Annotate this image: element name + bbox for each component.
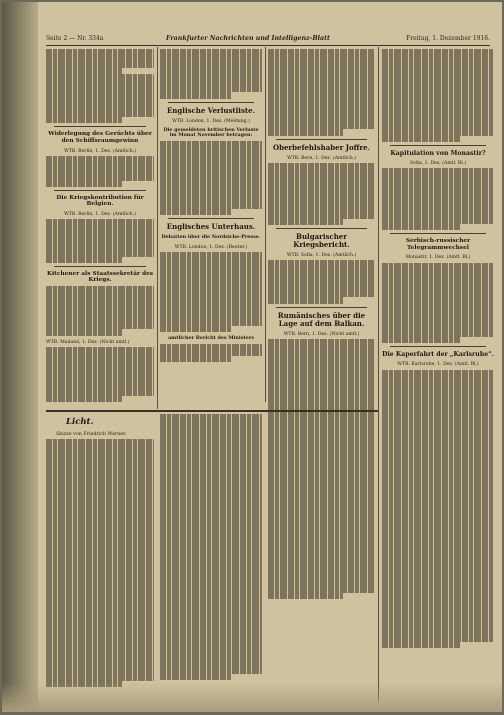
page-binding-shadow [2, 2, 38, 712]
article-separator [276, 307, 367, 308]
article-subheading: amtlicher Bericht des Ministers [168, 335, 254, 342]
column-3 [268, 49, 375, 704]
text-line [160, 326, 231, 332]
article-separator [276, 228, 367, 229]
column-2 [160, 49, 262, 407]
running-header [46, 31, 490, 46]
article-separator [390, 346, 486, 347]
article-separator [168, 102, 254, 103]
text-line [160, 209, 231, 215]
text-line [46, 181, 122, 187]
article-heading: Die Kriegskontribution für Belgien. [56, 194, 144, 208]
text-line [46, 257, 122, 263]
text-line [46, 329, 122, 335]
article-subheading: Debatten über die Nordsiche-Presse. [161, 234, 261, 241]
article-source: WTB. Mailand, 1. Dez. (Nicht amtl.) [46, 339, 130, 345]
text-line [46, 117, 122, 123]
article-separator [168, 218, 254, 219]
header-page-number: Seite 2 — Nr. 334a [46, 35, 104, 42]
text-line [160, 356, 231, 362]
article-heading: Englische Verlustliste. [166, 105, 256, 115]
column-4 [382, 49, 494, 704]
article-separator [390, 233, 486, 234]
text-line [160, 674, 231, 680]
newspaper-page [2, 2, 502, 712]
article-heading: Kapitulation von Monastir? [390, 149, 486, 157]
feuilleton-byline: Skizze von Friedrich Werner. [56, 431, 127, 437]
article-heading: Englisches Unterhaus. [166, 222, 256, 232]
article-heading: Kitchener als Staatssekretär des Kriegs. [46, 270, 154, 284]
article-heading: Oberbefehlshaber Joffre. [272, 142, 371, 152]
column-rule [157, 47, 158, 409]
article-source: WTB. Berlin, 1. Dez. (Amtlich.) [64, 148, 136, 154]
article-heading: Serbisch-russischer Telegrammwechsel [405, 238, 471, 251]
article-subheading: Die gemeldeten britischen Verluste im Monat November betragen: [163, 126, 259, 139]
article-source: WTB. Bern, 1. Dez. (Amtlich.) [287, 155, 356, 161]
paper-stain [2, 682, 502, 712]
text-line [268, 219, 343, 225]
column-rule [265, 47, 266, 402]
text-line [382, 136, 460, 142]
column-rule [378, 47, 379, 702]
text-line [160, 92, 231, 98]
article-separator [54, 266, 146, 267]
text-line [382, 337, 460, 343]
article-separator [390, 145, 486, 146]
article-separator [54, 190, 146, 191]
article-source: WTB. London, 1. Dez. (Reuter.) [174, 244, 248, 250]
article-source: WTB. Karlsruhe, 1. Dez. (Amtl. Bl.) [397, 362, 479, 368]
header-masthead: Frankfurter Nachrichten und Intelligenz-Blatt [166, 35, 330, 42]
text-line [268, 297, 343, 303]
text-line [268, 129, 343, 135]
article-heading: Widerlegung des Gerüchts über den Schiffsraumgewinn [48, 131, 152, 144]
article-heading: Bulgarischer Kriegsbericht. [293, 231, 350, 249]
header-date: Freitag, 1. Dezember 1916. [406, 35, 490, 42]
article-source: WTB. London, 1. Dez. (Meldung.) [172, 118, 250, 124]
text-line [46, 396, 122, 402]
column-1 [46, 49, 154, 407]
article-source: WTB. Sofia, 1. Dez. (Amtlich.) [286, 252, 357, 258]
article-source: Monastir, 1. Dez. (Amtl. Bl.) [405, 255, 471, 261]
article-source: WTB. Bern, 1. Dez. (Nicht amtl.) [283, 331, 360, 337]
text-line [382, 224, 460, 230]
article-heading: Die Kaperfahrt der „Karlsruhe“. [382, 351, 494, 359]
article-source: Sofia, 1. Dez. (Amtl. Bl.) [409, 160, 467, 166]
text-line [268, 593, 343, 599]
article-separator [54, 126, 146, 127]
article-heading: Rumänisches über die Lage auf dem Balkan. [277, 310, 366, 328]
text-line [382, 642, 460, 648]
article-source: WTB. Berlin, 1. Dez. (Amtlich.) [64, 212, 136, 218]
feuilleton-title: Licht. [66, 417, 94, 427]
feuilleton-column-1 [46, 414, 154, 704]
article-separator [276, 139, 367, 140]
feuilleton-column-2 [160, 414, 262, 704]
